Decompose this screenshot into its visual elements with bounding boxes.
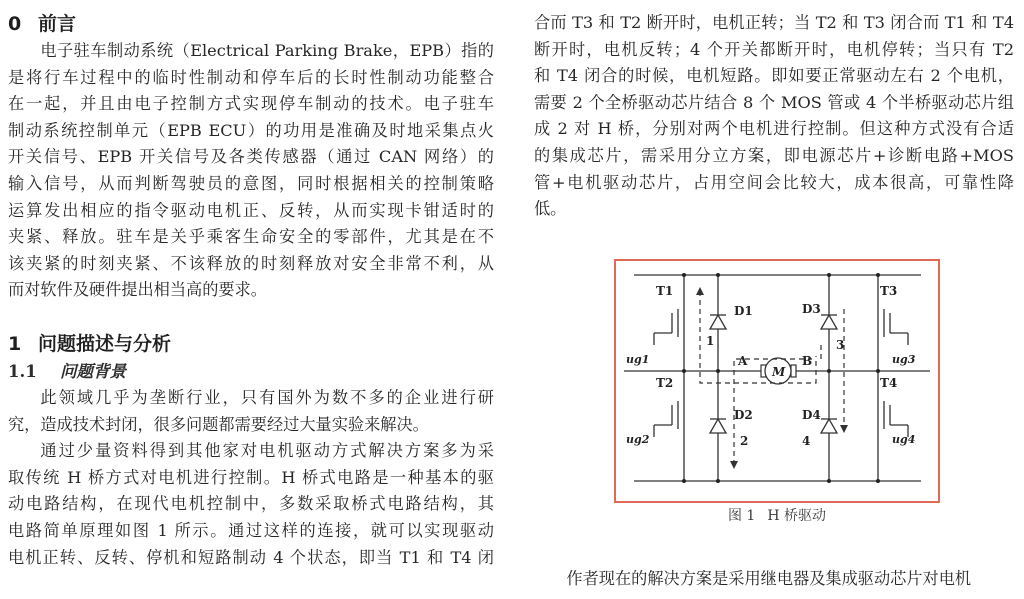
label-t2: T2 <box>656 376 674 390</box>
text-line: 和 T4 闭合的时候，电机短路。即如要正常驱动左右 2 个电机， <box>534 66 1014 86</box>
text-line: 运算发出相应的指令驱动电机正、反转，从而实现卡钳适时的 <box>8 200 494 220</box>
text-line: 断开时，电机反转；4 个开关都断开时，电机停转；当只有 T2 <box>534 39 1014 59</box>
text-line: 作者现在的解决方案是采用继电器及集成驱动芯片对电机 <box>566 569 972 588</box>
section-heading-1 <box>8 330 494 358</box>
label-ug3: ug3 <box>892 353 916 366</box>
text-line: 电路简单原理如图 1 所示。通过这样的连接，就可以实现驱动 <box>8 520 494 540</box>
paragraph-solution <box>534 566 1014 593</box>
text-line: 在一起，并且由电子控制方式实现停车制动的技术。电子驻车 <box>8 94 494 114</box>
label-t1: T1 <box>656 284 674 298</box>
text-line: 开关信号、EPB 开关信号及各类传感器（通过 CAN 网络）的 <box>8 147 494 167</box>
text-line: 成 2 对 H 桥，分别对两个电机进行控制。但这种方式没有合适 <box>534 119 1014 139</box>
text-line: 需要 2 个全桥驱动芯片结合 8 个 MOS 管或 4 个半桥驱动芯片组 <box>534 92 1014 112</box>
text-line: 而对软件及硬件提出相当高的要求。 <box>8 280 267 300</box>
subsection-number: 1.1 <box>8 361 37 381</box>
label-path-4: 4 <box>802 434 811 448</box>
label-d4: D4 <box>802 408 821 422</box>
label-ug2: ug2 <box>626 433 650 446</box>
section-number: 1 <box>8 332 22 355</box>
paragraph-intro <box>8 38 494 304</box>
text-line: 是将行车过程中的临时性制动和停车后的长时性制动功能整合 <box>8 67 494 87</box>
left-column <box>8 0 494 571</box>
label-d1: D1 <box>734 304 753 318</box>
paragraph-background <box>8 385 494 438</box>
text-line: 动电路结构，在现代电机控制中，多数采取桥式电路结构，其 <box>8 494 494 514</box>
figure-caption <box>614 506 940 526</box>
text-line: 制动系统控制单元（EPB ECU）的功用是准确及时地采集点火 <box>8 120 494 140</box>
section-number: 0 <box>8 13 22 35</box>
paragraph-hbridge-continued <box>534 10 1014 223</box>
label-t4: T4 <box>880 376 898 390</box>
section-title: 前言 <box>38 13 77 35</box>
text-line: 此领域几乎为垄断行业，只有国外为数不多的企业进行研 <box>40 387 494 407</box>
label-motor: M <box>772 365 786 379</box>
right-column <box>534 0 1014 223</box>
text-line: 电子驻车制动系统（Electrical Parking Brake，EPB）指的 <box>40 41 494 60</box>
text-line: 输入信号，从而判断驾驶员的意图，同时根据相关的控制策略 <box>8 173 494 193</box>
text-line: 取传统 H 桥方式对电机进行控制。H 桥式电路是一种基本的驱 <box>8 467 494 487</box>
text-line: 电机正转、反转、停机和短路制动 4 个状态，即当 T1 和 T4 闭 <box>8 547 494 567</box>
label-path-1: 1 <box>706 334 715 348</box>
subsection-title: 问题背景 <box>60 361 126 381</box>
text-line: 通过少量资料得到其他家对电机驱动方式解决方案多为采 <box>40 441 494 461</box>
caption-label: 图 1 <box>727 508 756 524</box>
text-line: 管+电机驱动芯片，占用空间会比较大，成本很高，可靠性降 <box>534 172 1014 192</box>
figure-h-bridge <box>614 259 940 503</box>
h-bridge-diagram <box>616 261 938 501</box>
label-ug4: ug4 <box>892 433 916 446</box>
subsection-heading-1-1 <box>8 358 494 385</box>
label-d2: D2 <box>734 408 753 422</box>
text-line: 夹紧、释放。驻车是关乎乘客生命安全的零部件，尤其是在不 <box>8 227 494 247</box>
paragraph-hbridge <box>8 438 494 571</box>
text-line: 低。 <box>534 199 567 219</box>
section-title: 问题描述与分析 <box>38 332 172 355</box>
text-line: 的集成芯片，需采用分立方案，即电源芯片+诊断电路+MOS <box>534 145 1014 165</box>
label-d3: D3 <box>802 302 821 316</box>
label-path-2: 2 <box>740 434 749 448</box>
text-line: 究，造成技术封闭，很多问题都需要经过大量实验来解决。 <box>8 414 429 434</box>
text-line: 该夹紧的时刻夹紧、不该释放的时刻释放对安全非常不利，从 <box>8 253 494 273</box>
label-node-b: B <box>802 354 813 368</box>
label-node-a: A <box>738 354 748 368</box>
label-t3: T3 <box>880 284 898 298</box>
label-path-3: 3 <box>836 338 845 352</box>
label-ug1: ug1 <box>626 353 650 366</box>
text-line: 合而 T3 和 T2 断开时，电机正转；当 T2 和 T3 闭合而 T1 和 T4 <box>534 13 1014 32</box>
caption-text: H 桥驱动 <box>767 508 827 524</box>
section-heading-0 <box>8 10 494 38</box>
